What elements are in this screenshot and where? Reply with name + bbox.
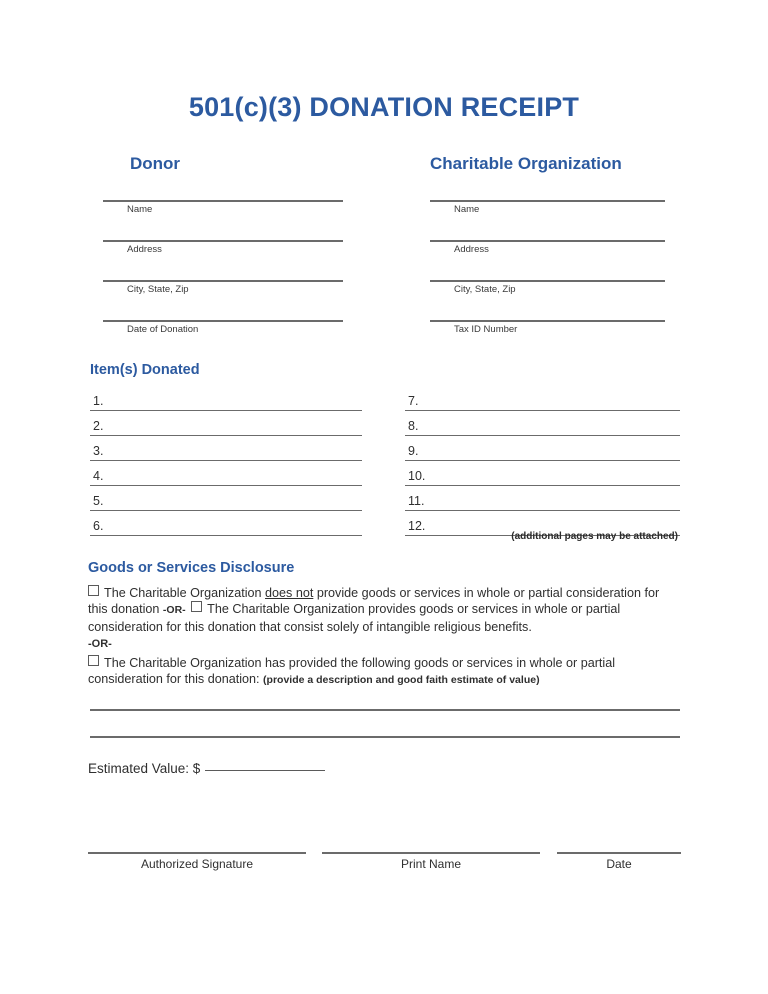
organization-section-heading: Charitable Organization xyxy=(430,154,622,173)
item-number: 5. xyxy=(93,494,104,508)
print-name-field[interactable] xyxy=(322,852,540,871)
item-row[interactable] xyxy=(90,461,362,486)
item-row[interactable] xyxy=(90,411,362,436)
item-number: 4. xyxy=(93,469,104,483)
field-caption: City, State, Zip xyxy=(454,284,516,295)
organization-city-state-zip-field[interactable] xyxy=(430,280,665,296)
disclosure-text-after: provide goods or services in whole or partial consideration for this donation xyxy=(88,586,660,617)
disclosure-option-3-text: The Charitable Organization has provided the following goods or services in whole or partial consideration for this donation: xyxy=(88,656,616,687)
item-row[interactable] xyxy=(90,486,362,511)
disclosure-option-2-text: The Charitable Organization provides goods or services in whole or partial consideration for this donation that consist solely of intangible religious benefits. xyxy=(88,602,621,634)
signature-caption: Print Name xyxy=(400,857,462,871)
item-number: 3. xyxy=(93,444,104,458)
organization-name-field[interactable] xyxy=(430,200,665,216)
estimated-value-label: Estimated Value: $ xyxy=(88,761,201,776)
item-row[interactable] xyxy=(405,486,680,511)
item-number: 10. xyxy=(408,469,426,483)
donor-date-of-donation-field[interactable] xyxy=(103,320,343,336)
additional-pages-note: (additional pages may be attached) xyxy=(511,531,678,542)
disclosure-text-before: The Charitable Organization xyxy=(104,586,266,600)
checkbox-intangible-religious-benefits[interactable] xyxy=(191,601,202,612)
disclosure-option-3-paragraph xyxy=(88,655,668,689)
estimated-value-row xyxy=(88,757,325,776)
item-number: 11. xyxy=(408,494,425,508)
organization-address-field[interactable] xyxy=(430,240,665,256)
item-row[interactable] xyxy=(90,511,362,536)
item-row[interactable] xyxy=(405,386,680,411)
item-row[interactable] xyxy=(405,411,680,436)
donor-city-state-zip-field[interactable] xyxy=(103,280,343,296)
description-line-1[interactable] xyxy=(90,709,680,711)
item-row[interactable] xyxy=(405,436,680,461)
item-row[interactable] xyxy=(90,386,362,411)
disclosure-text-underlined: does not xyxy=(265,586,314,600)
field-caption: City, State, Zip xyxy=(127,284,189,295)
description-line-2[interactable] xyxy=(90,736,680,738)
disclosure-option-1-paragraph xyxy=(88,585,668,635)
item-number: 7. xyxy=(408,394,419,408)
page-title: 501(c)(3) DONATION RECEIPT xyxy=(188,92,580,122)
inline-or-label: -OR- xyxy=(162,604,186,617)
field-caption: Date of Donation xyxy=(127,324,199,335)
item-number: 9. xyxy=(408,444,419,458)
item-row[interactable] xyxy=(405,461,680,486)
item-number: 6. xyxy=(93,519,104,533)
item-number: 12. xyxy=(408,519,426,533)
donor-address-field[interactable] xyxy=(103,240,343,256)
disclosure-option-3-hint: (provide a description and good faith estimate of value) xyxy=(263,674,540,687)
item-row[interactable] xyxy=(90,436,362,461)
signature-caption: Date xyxy=(606,857,632,871)
field-caption: Address xyxy=(454,244,489,255)
items-donated-heading: Item(s) Donated xyxy=(90,362,200,378)
signature-caption: Authorized Signature xyxy=(140,857,254,871)
field-caption: Name xyxy=(454,204,480,215)
field-caption: Address xyxy=(127,244,162,255)
item-number: 1. xyxy=(93,394,104,408)
authorized-signature-field[interactable] xyxy=(88,852,306,871)
field-caption: Name xyxy=(127,204,153,215)
signature-date-field[interactable] xyxy=(557,852,681,871)
item-number: 2. xyxy=(93,419,104,433)
estimated-value-input[interactable] xyxy=(205,757,325,771)
goods-services-disclosure-heading: Goods or Services Disclosure xyxy=(88,560,295,576)
item-rule xyxy=(90,535,362,536)
field-caption: Tax ID Number xyxy=(454,324,518,335)
checkbox-no-goods-or-services[interactable] xyxy=(88,585,99,596)
disclosure-separator-or: -OR- xyxy=(88,638,112,650)
donor-name-field[interactable] xyxy=(103,200,343,216)
item-number: 8. xyxy=(408,419,419,433)
donor-section-heading: Donor xyxy=(130,154,181,173)
organization-tax-id-field[interactable] xyxy=(430,320,665,336)
checkbox-has-provided-goods-or-services[interactable] xyxy=(88,655,99,666)
